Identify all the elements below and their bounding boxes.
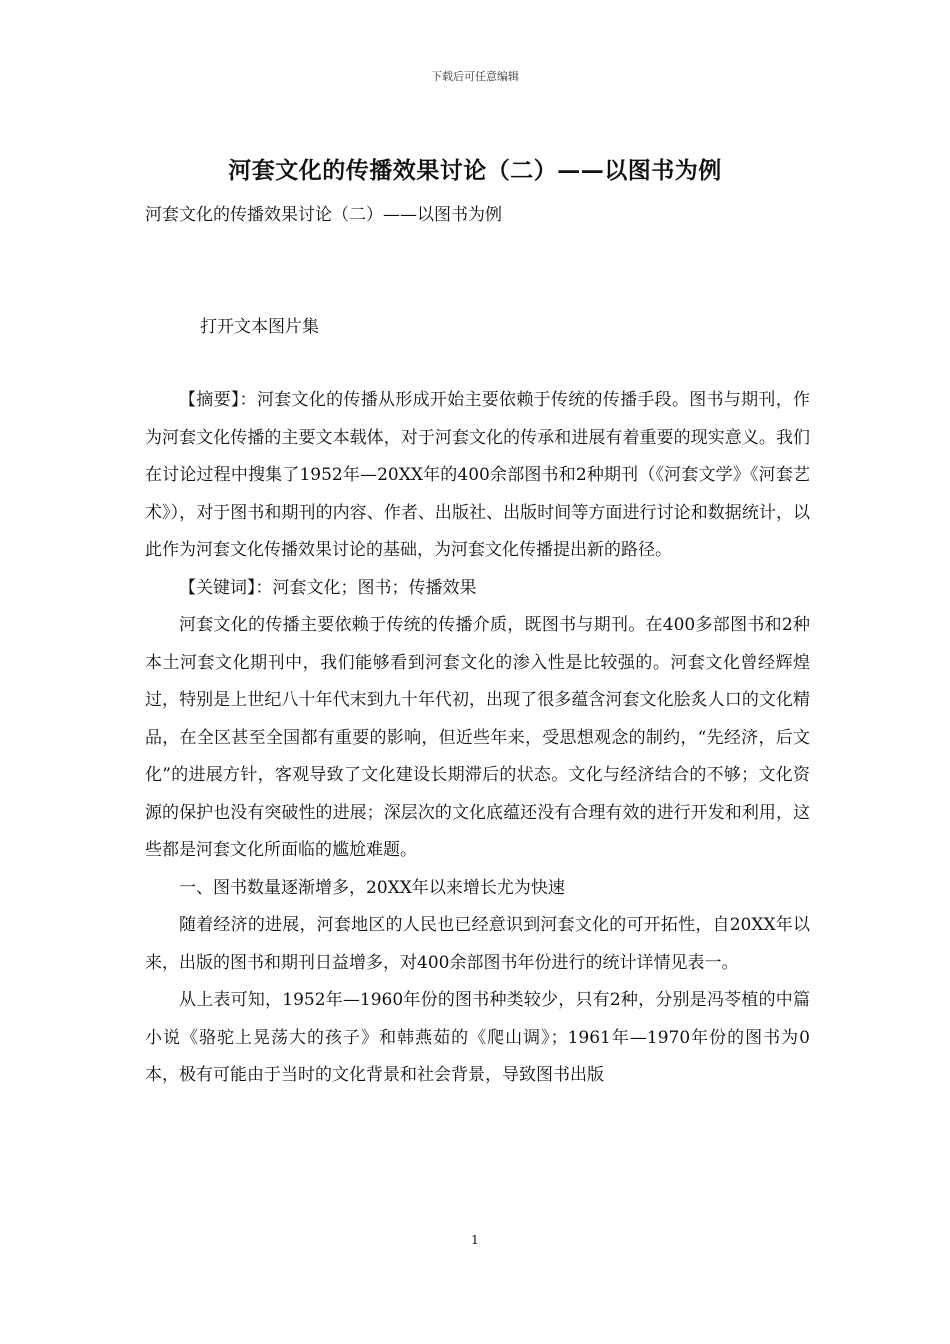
document-subtitle: 河套文化的传播效果讨论（二）——以图书为例 [145, 205, 502, 225]
open-image-gallery-link[interactable]: 打开文本图片集 [200, 317, 319, 337]
page-header: 下载后可任意编辑 [431, 70, 519, 83]
body-paragraph: 河套文化的传播主要依赖于传统的传播介质，既图书与期刊。在400多部图书和2种本土河套文化期刊中，我们能够看到河套文化的渗入性是比较强的。河套文化曾经辉煌过，特别是上世纪八十年代末到九十年代初，出现了很多蕴含河套文化脍炙人口的文化精品，在全区甚至全国都有重要的影响，但近些年来，受思想观念的制约，“先经济，后文化”的进展方针，客观导致了文化建设长期滞后的状态。文化与经济结合的不够；文化资源的保护也没有突破性的进展；深层次的文化底蕴还没有合理有效的进行开发和利用，这些都是河套文化所面临的尴尬难题。 [145, 615, 810, 860]
abstract-paragraph: 【摘要】：河套文化的传播从形成开始主要依赖于传统的传播手段。图书与期刊，作为河套文化传播的主要文本载体，对于河套文化的传承和进展有着重要的现实意义。我们在讨论过程中搜集了1952年—20XX年的400余部图书和2种期刊（《河套文学》《河套艺术》），对于图书和期刊的内容、作者、出版社、出版时间等方面进行讨论和数据统计，以此作为河套文化传播效果讨论的基础，为河套文化传播提出新的路径。 [145, 390, 810, 560]
section-heading: 一、图书数量逐渐增多，20XX年以来增长尤为快速 [179, 877, 565, 898]
article-body [145, 382, 810, 1095]
body-paragraph: 随着经济的进展，河套地区的人民也已经意识到河套文化的可开拓性，自20XX年以来，出版的图书和期刊日益增多，对400余部图书年份进行的统计详情见表一。 [145, 915, 810, 973]
keywords-paragraph: 【关键词】：河套文化；图书；传播效果 [179, 577, 477, 598]
document-title: 河套文化的传播效果讨论（二）——以图书为例 [228, 157, 722, 184]
page-number: 1 [471, 1233, 479, 1247]
body-paragraph: 从上表可知，1952年—1960年份的图书种类较少，只有2种，分别是冯苓植的中篇小说《骆驼上晃荡大的孩子》和韩燕茹的《爬山调》；1961年—1970年份的图书为0本，极有可能由于当时的文化背景和社会背景，导致图书出版 [145, 990, 810, 1085]
